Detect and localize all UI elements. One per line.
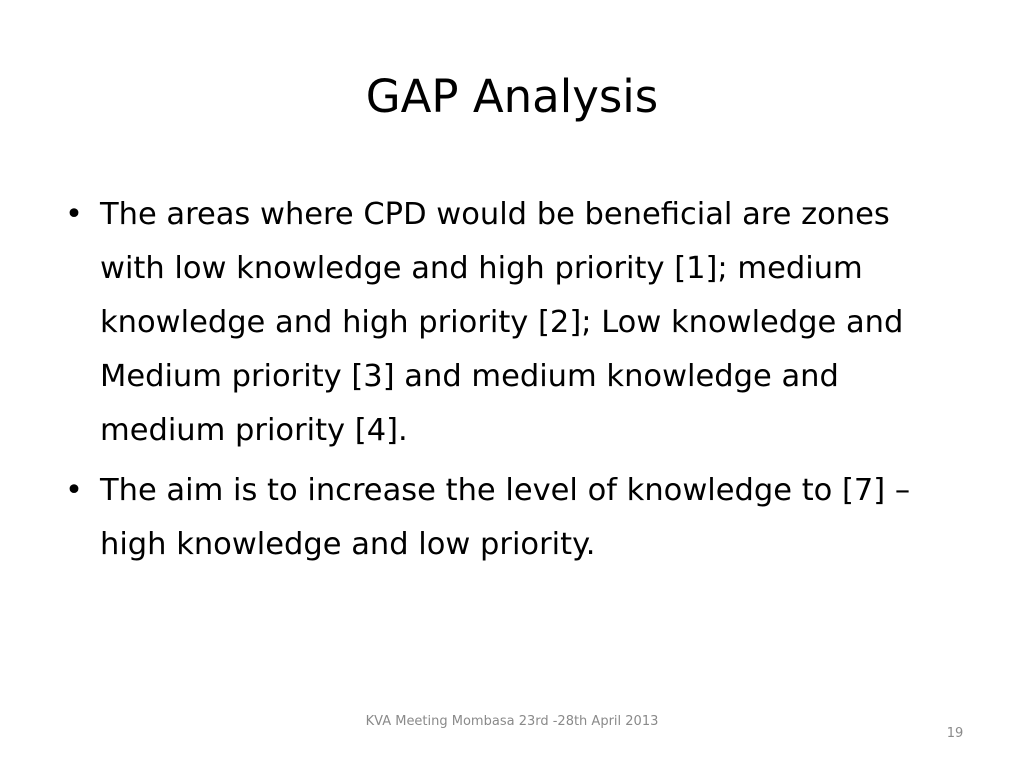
- bullet-text: The aim is to increase the level of knowledge to [7] – high knowledge and low priority.: [100, 473, 911, 562]
- footer-text: KVA Meeting Mombasa 23rd -28th April 2013: [365, 714, 659, 729]
- bullet-item: [60, 188, 960, 458]
- bullet-text: The areas where CPD would be beneficial are zones with low knowledge and high priority [1]; medium knowledge and high priority [2]; Low knowledge and Medium priority [3] and medium knowledge and medium priority [4].: [100, 197, 904, 448]
- slide-number: 19: [946, 726, 964, 741]
- bullet-list: [60, 188, 960, 578]
- slide-title: GAP Analysis: [365, 70, 659, 123]
- bullet-marker: •: [65, 473, 83, 508]
- bullet-marker: •: [65, 197, 83, 232]
- bullet-item: [60, 464, 960, 572]
